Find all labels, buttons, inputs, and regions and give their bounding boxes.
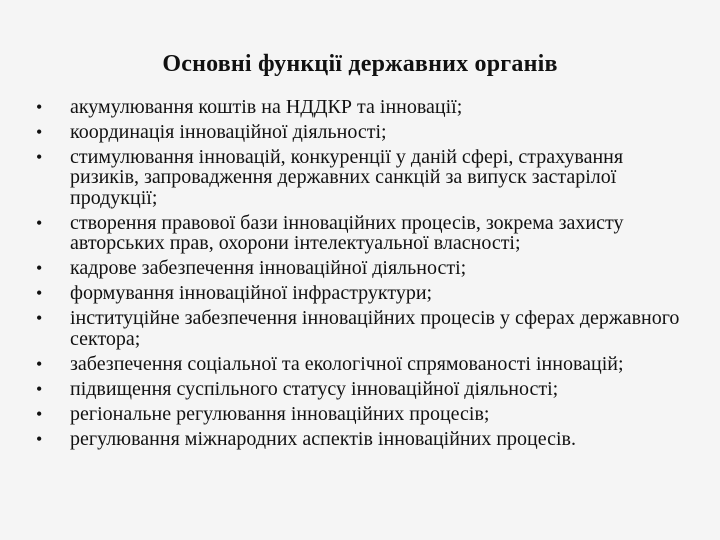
list-item xyxy=(36,404,696,424)
list-item xyxy=(36,213,696,254)
list-item-text: координація інноваційної діяльності; xyxy=(70,121,387,143)
list-item xyxy=(36,354,696,374)
bullet-icon: • xyxy=(36,403,43,424)
list-item-text: регулювання міжнародних аспектів інноваційних процесів. xyxy=(70,427,576,450)
bullet-icon: • xyxy=(36,147,43,167)
slide-title: Основні функції державних органів xyxy=(162,51,558,77)
list-item xyxy=(36,283,696,303)
list-item xyxy=(36,258,696,278)
list-item-text: підвищення суспільного статусу інноваційної діяльності; xyxy=(70,377,559,400)
list-item-text: забезпечення соціальної та екологічної спрямованості інновацій; xyxy=(70,352,624,375)
list-item-text: формування інноваційної інфраструктури; xyxy=(70,282,433,305)
bullet-icon: • xyxy=(36,122,43,142)
bullet-icon: • xyxy=(36,212,43,233)
list-item-text: інституційне забезпечення інноваційних процесів у сферах державного сектора; xyxy=(70,307,680,350)
bullet-list xyxy=(36,97,696,454)
bullet-icon: • xyxy=(36,283,43,304)
list-item xyxy=(36,308,696,349)
bullet-icon: • xyxy=(36,428,43,449)
list-item xyxy=(36,429,696,449)
list-item-text: стимулювання інновацій, конкуренції у даній сфері, страхування ризиків, запровадження державних санкцій за випуск застарілої продукції; xyxy=(70,146,624,209)
list-item xyxy=(36,379,696,399)
list-item-text: регіональне регулювання інноваційних процесів; xyxy=(70,402,490,425)
bullet-icon: • xyxy=(36,353,43,374)
list-item xyxy=(36,122,696,142)
list-item-text: кадрове забезпечення інноваційної діяльності; xyxy=(70,257,467,280)
list-item xyxy=(36,147,696,208)
bullet-icon: • xyxy=(36,97,43,117)
list-item-text: створення правової бази інноваційних процесів, зокрема захисту авторських прав, охорони інтелектуальної власності; xyxy=(70,211,624,255)
list-item-text: акумулювання коштів на НДДКР та інновації; xyxy=(70,96,463,118)
list-item xyxy=(36,97,696,117)
bullet-icon: • xyxy=(36,308,43,329)
bullet-icon: • xyxy=(36,258,43,279)
bullet-icon: • xyxy=(36,378,43,399)
